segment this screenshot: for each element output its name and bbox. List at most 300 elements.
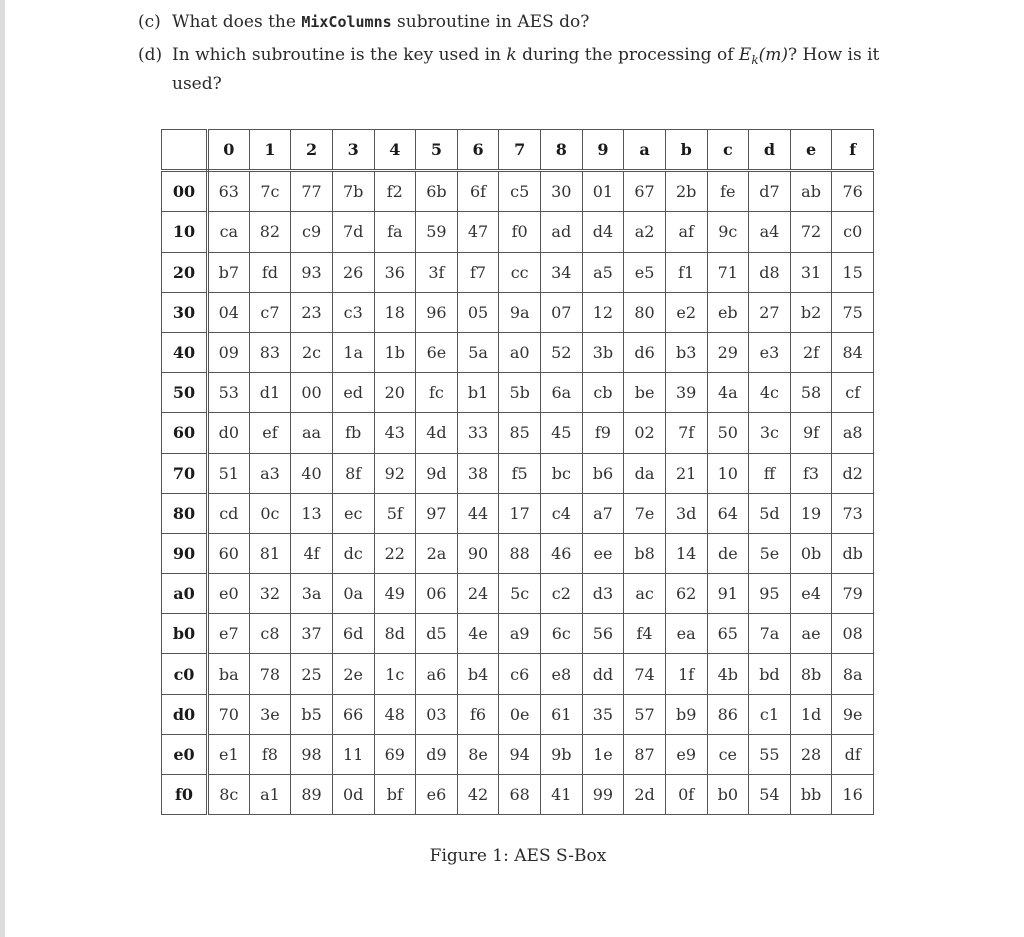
sbox-cell: 46: [541, 533, 583, 573]
sbox-cell: 6a: [541, 373, 583, 413]
sbox-cell: 5c: [499, 574, 541, 614]
sbox-cell: 04: [208, 292, 250, 332]
sbox-cell: de: [707, 533, 749, 573]
sbox-cell: 17: [499, 493, 541, 533]
sbox-cell: eb: [707, 292, 749, 332]
sbox-cell: 84: [832, 332, 874, 372]
sbox-cell: a6: [416, 654, 458, 694]
sbox-cell: 7f: [665, 413, 707, 453]
sbox-cell: d9: [416, 734, 458, 774]
sbox-cell: c7: [249, 292, 291, 332]
question-c: [138, 10, 589, 34]
sbox-cell: 42: [457, 775, 499, 815]
sbox-cell: 2a: [416, 533, 458, 573]
sbox-cell: f8: [249, 734, 291, 774]
sbox-cell: a8: [832, 413, 874, 453]
sbox-cell: 1e: [582, 734, 624, 774]
column-header: c: [707, 130, 749, 171]
sbox-cell: 28: [790, 734, 832, 774]
row-header: 00: [162, 171, 208, 212]
sbox-cell: 56: [582, 614, 624, 654]
sbox-cell: f2: [374, 171, 416, 212]
sbox-cell: 6c: [541, 614, 583, 654]
column-header: 4: [374, 130, 416, 171]
sbox-cell: d3: [582, 574, 624, 614]
table-row: [162, 654, 874, 694]
sbox-cell: af: [665, 212, 707, 252]
sbox-cell: 07: [541, 292, 583, 332]
sbox-cell: 4e: [457, 614, 499, 654]
sbox-cell: 66: [332, 694, 374, 734]
sbox-cell: 4a: [707, 373, 749, 413]
sbox-cell: e1: [208, 734, 250, 774]
table-row: [162, 614, 874, 654]
page-edge: [0, 0, 5, 937]
sbox-cell: 18: [374, 292, 416, 332]
question-c-text-after: subroutine in AES do?: [391, 12, 590, 32]
sbox-cell: b7: [208, 252, 250, 292]
sbox-cell: 2f: [790, 332, 832, 372]
row-header: a0: [162, 574, 208, 614]
sbox-cell: 0d: [332, 775, 374, 815]
question-d-text-b: during the processing of: [516, 45, 739, 65]
sbox-cell: 33: [457, 413, 499, 453]
sbox-cell: 15: [832, 252, 874, 292]
column-header: b: [665, 130, 707, 171]
sbox-cell: a9: [499, 614, 541, 654]
sbox-cell: 23: [291, 292, 333, 332]
sbox-cell: 7d: [332, 212, 374, 252]
sbox-cell: 91: [707, 574, 749, 614]
sbox-cell: 11: [332, 734, 374, 774]
sbox-cell: d6: [624, 332, 666, 372]
row-header: 30: [162, 292, 208, 332]
table-row: [162, 413, 874, 453]
aes-sbox-table: [161, 129, 874, 815]
column-header: 0: [208, 130, 250, 171]
sbox-cell: f9: [582, 413, 624, 453]
sbox-cell: 75: [832, 292, 874, 332]
question-c-text-before: What does the: [172, 12, 302, 32]
question-c-code: MixColumns: [301, 13, 392, 31]
sbox-cell: 37: [291, 614, 333, 654]
sbox-cell: 53: [208, 373, 250, 413]
table-row: [162, 775, 874, 815]
sbox-cell: 2e: [332, 654, 374, 694]
sbox-cell: c9: [291, 212, 333, 252]
sbox-cell: bd: [749, 654, 791, 694]
sbox-cell: 41: [541, 775, 583, 815]
row-header: 80: [162, 493, 208, 533]
question-d-ek-arg: (m): [758, 45, 788, 65]
table-row: [162, 574, 874, 614]
sbox-cell: 48: [374, 694, 416, 734]
sbox-cell: a4: [749, 212, 791, 252]
sbox-cell: b8: [624, 533, 666, 573]
column-header: 6: [457, 130, 499, 171]
sbox-cell: ca: [208, 212, 250, 252]
sbox-cell: 70: [208, 694, 250, 734]
question-d: [138, 43, 918, 96]
sbox-cell: 73: [832, 493, 874, 533]
sbox-cell: fe: [707, 171, 749, 212]
column-header: 1: [249, 130, 291, 171]
sbox-cell: 87: [624, 734, 666, 774]
column-header: 8: [541, 130, 583, 171]
column-header: 2: [291, 130, 333, 171]
sbox-cell: a3: [249, 453, 291, 493]
sbox-cell: c5: [499, 171, 541, 212]
figure-caption: Figure 1: AES S-Box: [429, 846, 607, 866]
sbox-cell: dd: [582, 654, 624, 694]
sbox-cell: 92: [374, 453, 416, 493]
table-row: [162, 171, 874, 212]
sbox-cell: ee: [582, 533, 624, 573]
sbox-cell: 03: [416, 694, 458, 734]
sbox-cell: fc: [416, 373, 458, 413]
sbox-cell: 54: [749, 775, 791, 815]
sbox-cell: 9e: [832, 694, 874, 734]
sbox-cell: 06: [416, 574, 458, 614]
sbox-cell: 19: [790, 493, 832, 533]
sbox-cell: 78: [249, 654, 291, 694]
sbox-cell: 7c: [249, 171, 291, 212]
sbox-cell: 6b: [416, 171, 458, 212]
column-header: 9: [582, 130, 624, 171]
sbox-cell: e8: [541, 654, 583, 694]
sbox-cell: 09: [208, 332, 250, 372]
sbox-cell: 98: [291, 734, 333, 774]
column-header: a: [624, 130, 666, 171]
sbox-cell: c4: [541, 493, 583, 533]
table-row: [162, 373, 874, 413]
sbox-cell: 79: [832, 574, 874, 614]
sbox-cell: 4f: [291, 533, 333, 573]
sbox-cell: 5e: [749, 533, 791, 573]
sbox-cell: c2: [541, 574, 583, 614]
question-c-label: (c): [138, 12, 161, 32]
sbox-cell: 00: [291, 373, 333, 413]
sbox-cell: ec: [332, 493, 374, 533]
sbox-cell: e0: [208, 574, 250, 614]
sbox-cell: 6d: [332, 614, 374, 654]
sbox-cell: 4b: [707, 654, 749, 694]
sbox-cell: 13: [291, 493, 333, 533]
question-d-ek-sub: k: [751, 53, 759, 68]
sbox-cell: dc: [332, 533, 374, 573]
sbox-cell: f4: [624, 614, 666, 654]
sbox-cell: 7a: [749, 614, 791, 654]
sbox-cell: a1: [249, 775, 291, 815]
sbox-cell: 1f: [665, 654, 707, 694]
column-header: 5: [416, 130, 458, 171]
sbox-cell: 82: [249, 212, 291, 252]
sbox-cell: 36: [374, 252, 416, 292]
question-d-k: k: [506, 45, 517, 65]
sbox-cell: a7: [582, 493, 624, 533]
table-row: [162, 332, 874, 372]
sbox-cell: ae: [790, 614, 832, 654]
table-row: [162, 252, 874, 292]
row-header: 10: [162, 212, 208, 252]
sbox-cell: 40: [291, 453, 333, 493]
sbox-cell: 89: [291, 775, 333, 815]
sbox-cell: 3a: [291, 574, 333, 614]
sbox-cell: 81: [249, 533, 291, 573]
column-header: f: [832, 130, 874, 171]
sbox-cell: f5: [499, 453, 541, 493]
row-header: 50: [162, 373, 208, 413]
sbox-cell: 8a: [832, 654, 874, 694]
sbox-cell: bf: [374, 775, 416, 815]
sbox-cell: 25: [291, 654, 333, 694]
sbox-cell: d5: [416, 614, 458, 654]
sbox-cell: cf: [832, 373, 874, 413]
sbox-cell: 65: [707, 614, 749, 654]
sbox-cell: 20: [374, 373, 416, 413]
question-d-ek: E: [738, 45, 752, 65]
sbox-cell: fb: [332, 413, 374, 453]
sbox-cell: 9a: [499, 292, 541, 332]
sbox-cell: b1: [457, 373, 499, 413]
sbox-cell: 7e: [624, 493, 666, 533]
sbox-cell: 5d: [749, 493, 791, 533]
row-header: 70: [162, 453, 208, 493]
sbox-cell: 57: [624, 694, 666, 734]
sbox-cell: c8: [249, 614, 291, 654]
sbox-cell: 74: [624, 654, 666, 694]
sbox-cell: 64: [707, 493, 749, 533]
sbox-cell: da: [624, 453, 666, 493]
row-header: 90: [162, 533, 208, 573]
sbox-cell: ed: [332, 373, 374, 413]
sbox-cell: 72: [790, 212, 832, 252]
sbox-cell: d1: [249, 373, 291, 413]
table-row: [162, 453, 874, 493]
sbox-cell: 16: [832, 775, 874, 815]
sbox-cell: 0e: [499, 694, 541, 734]
sbox-cell: 35: [582, 694, 624, 734]
sbox-cell: 8b: [790, 654, 832, 694]
row-header: f0: [162, 775, 208, 815]
sbox-cell: e5: [624, 252, 666, 292]
sbox-cell: 21: [665, 453, 707, 493]
sbox-cell: 96: [416, 292, 458, 332]
row-header: c0: [162, 654, 208, 694]
sbox-cell: 77: [291, 171, 333, 212]
sbox-cell: c3: [332, 292, 374, 332]
column-header: d: [749, 130, 791, 171]
sbox-cell: e7: [208, 614, 250, 654]
sbox-cell: 6e: [416, 332, 458, 372]
sbox-cell: 24: [457, 574, 499, 614]
sbox-cell: f3: [790, 453, 832, 493]
column-header: 3: [332, 130, 374, 171]
sbox-cell: ad: [541, 212, 583, 252]
sbox-cell: 83: [249, 332, 291, 372]
sbox-cell: 68: [499, 775, 541, 815]
sbox-cell: 39: [665, 373, 707, 413]
sbox-cell: ac: [624, 574, 666, 614]
sbox-cell: ef: [249, 413, 291, 453]
row-header: b0: [162, 614, 208, 654]
sbox-cell: e3: [749, 332, 791, 372]
sbox-cell: bc: [541, 453, 583, 493]
header-row: [162, 130, 874, 171]
sbox-cell: e9: [665, 734, 707, 774]
sbox-cell: 27: [749, 292, 791, 332]
sbox-cell: cc: [499, 252, 541, 292]
question-d-text-c: ? How is it: [787, 45, 880, 65]
sbox-cell: 0a: [332, 574, 374, 614]
sbox-cell: a5: [582, 252, 624, 292]
sbox-cell: 90: [457, 533, 499, 573]
sbox-cell: 4d: [416, 413, 458, 453]
table-row: [162, 292, 874, 332]
sbox-cell: 86: [707, 694, 749, 734]
sbox-cell: 8e: [457, 734, 499, 774]
sbox-cell: 3f: [416, 252, 458, 292]
sbox-cell: 2d: [624, 775, 666, 815]
sbox-cell: 1c: [374, 654, 416, 694]
sbox-cell: fd: [249, 252, 291, 292]
sbox-cell: 9f: [790, 413, 832, 453]
sbox-cell: cd: [208, 493, 250, 533]
sbox-cell: f7: [457, 252, 499, 292]
sbox-cell: fa: [374, 212, 416, 252]
sbox-cell: 55: [749, 734, 791, 774]
sbox-cell: df: [832, 734, 874, 774]
sbox-cell: e6: [416, 775, 458, 815]
table-row: [162, 694, 874, 734]
sbox-cell: 10: [707, 453, 749, 493]
sbox-cell: 71: [707, 252, 749, 292]
sbox-cell: c0: [832, 212, 874, 252]
sbox-cell: 4c: [749, 373, 791, 413]
column-header: 7: [499, 130, 541, 171]
sbox-cell: 14: [665, 533, 707, 573]
sbox-cell: db: [832, 533, 874, 573]
sbox-cell: 80: [624, 292, 666, 332]
sbox-cell: 63: [208, 171, 250, 212]
sbox-cell: 43: [374, 413, 416, 453]
table-row: [162, 533, 874, 573]
sbox-cell: ba: [208, 654, 250, 694]
question-d-label: (d): [138, 45, 163, 65]
sbox-cell: c6: [499, 654, 541, 694]
sbox-cell: d2: [832, 453, 874, 493]
sbox-cell: 3b: [582, 332, 624, 372]
sbox-cell: 32: [249, 574, 291, 614]
sbox-cell: e2: [665, 292, 707, 332]
sbox-cell: ff: [749, 453, 791, 493]
sbox-cell: 30: [541, 171, 583, 212]
sbox-cell: 38: [457, 453, 499, 493]
sbox-cell: 49: [374, 574, 416, 614]
sbox-cell: 62: [665, 574, 707, 614]
sbox-cell: e4: [790, 574, 832, 614]
sbox-cell: 26: [332, 252, 374, 292]
sbox-cell: 29: [707, 332, 749, 372]
sbox-cell: 5b: [499, 373, 541, 413]
sbox-cell: 3c: [749, 413, 791, 453]
sbox-cell: 2c: [291, 332, 333, 372]
sbox-cell: b3: [665, 332, 707, 372]
sbox-cell: f6: [457, 694, 499, 734]
sbox-cell: be: [624, 373, 666, 413]
sbox-cell: 99: [582, 775, 624, 815]
sbox-cell: 47: [457, 212, 499, 252]
sbox-cell: 45: [541, 413, 583, 453]
table-row: [162, 734, 874, 774]
sbox-cell: d0: [208, 413, 250, 453]
sbox-cell: cb: [582, 373, 624, 413]
sbox-cell: b6: [582, 453, 624, 493]
sbox-cell: 52: [541, 332, 583, 372]
sbox-cell: 3e: [249, 694, 291, 734]
sbox-cell: 93: [291, 252, 333, 292]
sbox-cell: 22: [374, 533, 416, 573]
row-header: d0: [162, 694, 208, 734]
sbox-cell: 01: [582, 171, 624, 212]
sbox-cell: b0: [707, 775, 749, 815]
sbox-cell: d4: [582, 212, 624, 252]
column-header: e: [790, 130, 832, 171]
sbox-cell: b9: [665, 694, 707, 734]
sbox-cell: 60: [208, 533, 250, 573]
sbox-cell: b5: [291, 694, 333, 734]
sbox-cell: 58: [790, 373, 832, 413]
sbox-cell: b2: [790, 292, 832, 332]
sbox-cell: a2: [624, 212, 666, 252]
row-header: 60: [162, 413, 208, 453]
sbox-cell: 5f: [374, 493, 416, 533]
sbox-cell: b4: [457, 654, 499, 694]
table-row: [162, 212, 874, 252]
sbox-cell: f1: [665, 252, 707, 292]
sbox-cell: 08: [832, 614, 874, 654]
sbox-cell: 67: [624, 171, 666, 212]
sbox-cell: ab: [790, 171, 832, 212]
sbox-cell: 3d: [665, 493, 707, 533]
sbox-cell: 76: [832, 171, 874, 212]
sbox-cell: f0: [499, 212, 541, 252]
sbox-cell: 12: [582, 292, 624, 332]
sbox-cell: 5a: [457, 332, 499, 372]
sbox-cell: aa: [291, 413, 333, 453]
sbox-cell: 9c: [707, 212, 749, 252]
question-d-text-a: In which subroutine is the key used in: [172, 45, 507, 65]
sbox-cell: 7b: [332, 171, 374, 212]
question-d-line2: used?: [172, 74, 222, 95]
sbox-cell: 69: [374, 734, 416, 774]
sbox-cell: 6f: [457, 171, 499, 212]
corner-cell: [162, 130, 208, 171]
sbox-cell: 59: [416, 212, 458, 252]
table-row: [162, 493, 874, 533]
sbox-cell: a0: [499, 332, 541, 372]
sbox-cell: 34: [541, 252, 583, 292]
sbox-cell: 61: [541, 694, 583, 734]
sbox-cell: bb: [790, 775, 832, 815]
sbox-cell: c1: [749, 694, 791, 734]
sbox-cell: d7: [749, 171, 791, 212]
sbox-cell: 0f: [665, 775, 707, 815]
sbox-cell: 8f: [332, 453, 374, 493]
row-header: e0: [162, 734, 208, 774]
sbox-cell: 44: [457, 493, 499, 533]
sbox-cell: 05: [457, 292, 499, 332]
